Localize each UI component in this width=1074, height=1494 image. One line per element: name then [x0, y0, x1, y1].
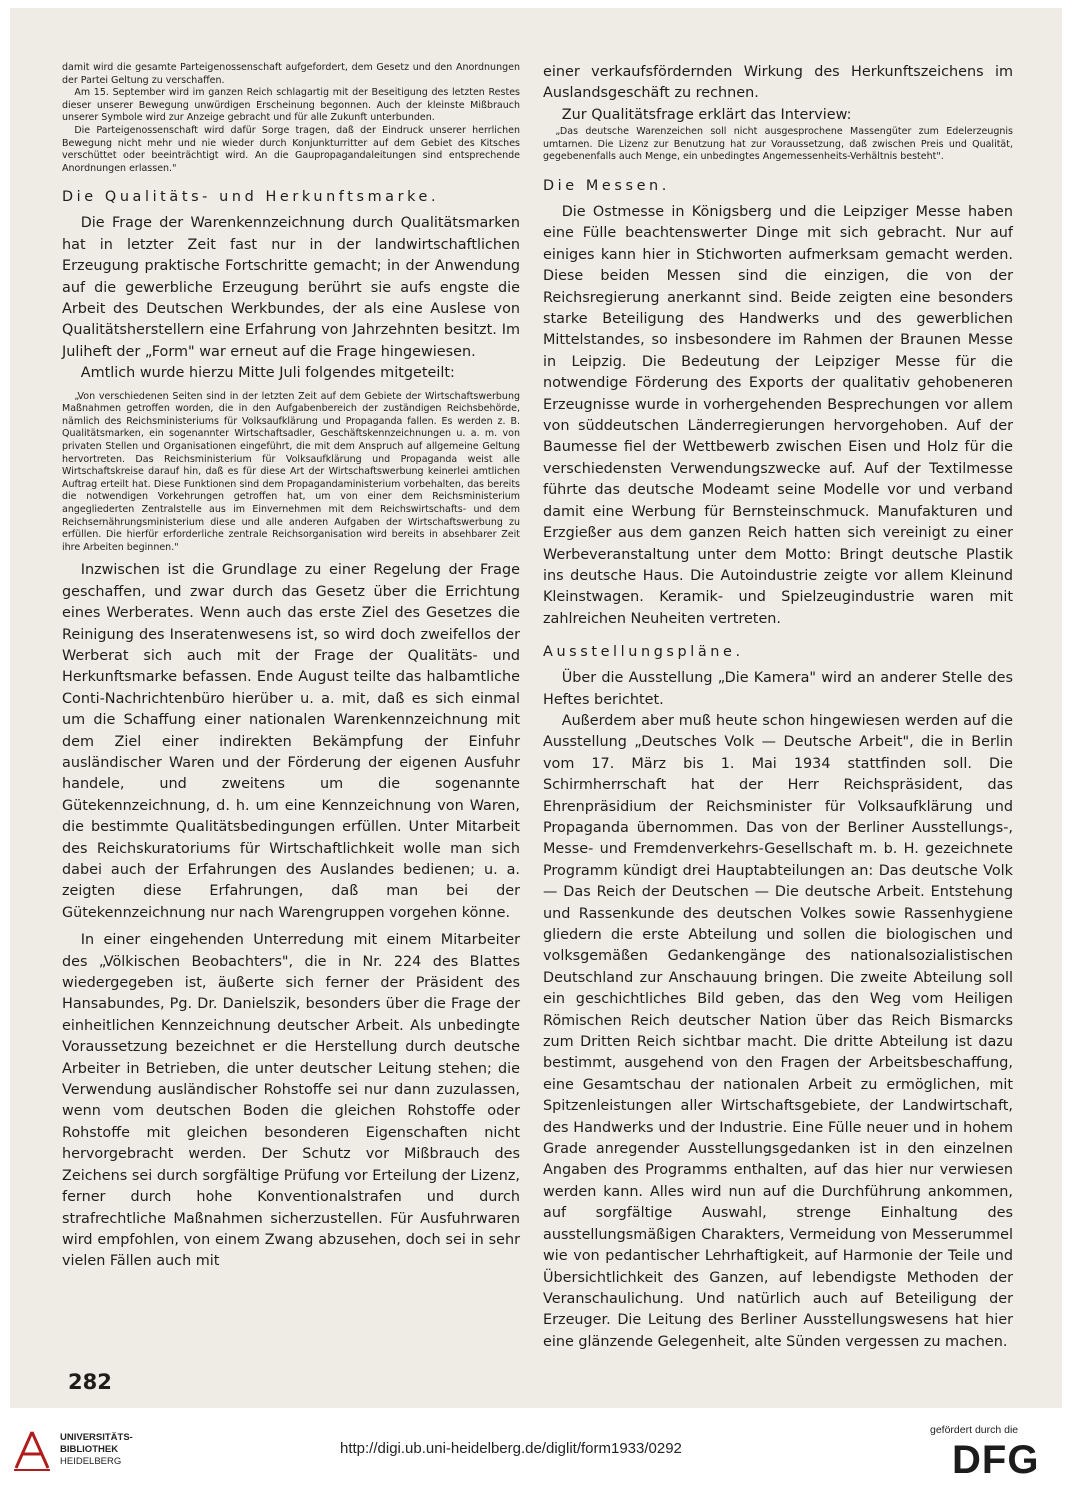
right-column	[543, 62, 1013, 1353]
funded-by-label: gefördert durch die	[930, 1424, 1019, 1436]
paragraph: Am 15. September wird im ganzen Reich schlagartig mit der Beseitigung des letzten Restes dieser unserer Bewegung unwürdigen Erscheinung begonnen. Auch der kleinste Mißbrauch unserer Symbole wird zur Anzeige gebracht und für alle Zukunft unterbunden.	[62, 87, 520, 124]
source-url-link[interactable]: http://digi.ub.uni-heidelberg.de/diglit/form1933/0292	[340, 1440, 682, 1457]
paragraph: Über die Ausstellung „Die Kamera" wird an anderer Stelle des Heftes berichtet.	[543, 670, 1013, 708]
paragraph: damit wird die gesamte Parteigenossenschaft aufgefordert, dem Gesetz und den Anordnungen der Partei Geltung zu verschaffen.	[62, 62, 520, 86]
section-heading: Ausstellungspläne.	[543, 644, 744, 661]
paragraph: Die Frage der Warenkennzeichnung durch Qualitätsmarken hat in letzter Zeit fast nur in der landwirtschaftlichen Erzeugung praktische Fortschritte gemacht; in der Anwendung auf die gewerbliche Erzeugung berührt sie aufs engste die Arbeit des Deutschen Werkbundes, der als eine Auslese von Qualitätsherstellern eine Erfahrung von Jahrzehnten besitzt. Im Juliheft der „Form" war erneut auf die Frage hingewiesen.	[62, 215, 520, 360]
paragraph: Zur Qualitätsfrage erklärt das Interview:	[561, 106, 852, 123]
paragraph: einer verkaufsfördernden Wirkung des Herkunftszeichens im Auslandsgeschäft zu rechnen.	[543, 64, 1013, 102]
institution-line: BIBLIOTHEK	[60, 1444, 119, 1455]
institution-line: HEIDELBERG	[60, 1456, 122, 1467]
page-number: 282	[68, 1370, 112, 1394]
left-column	[62, 62, 520, 1273]
section-heading: Die Messen.	[543, 178, 670, 194]
paragraph: Außerdem aber muß heute schon hingewiesen werden auf die Ausstellung „Deutsches Volk — Deutsche Arbeit", die in Berlin vom 17. März bis 1. Mai 1934 stattfinden soll. Die Schirmherrschaft hat der Herr Reichspräsident, das Ehrenpräsidium der Reichsminister für Volksaufklärung und Propaganda übernommen. Das von der Berliner Ausstellungs-, Messe- und Fremdenverkehrs-Gesellschaft m. b. H. gezeichnete Programm kündigt drei Hauptabteilungen an: Das deutsche Volk — Das Reich der Deutschen — Die deutsche Arbeit. Entstehung und Rassenkunde des deutschen Volkes sowie Rassenhygiene gliedern die erste Abteilung und sollen die biologischen und volksgemäßen Gedankengänge des nationalsozialistischen Deutschland zur Anschauung bringen. Die zweite Abteilung soll ein geschichtliches Bild geben, das den Weg vom Heiligen Römischen Reich deutscher Nation über das Reich Bismarcks zum Dritten Reich sichtbar macht. Die dritte Abteilung ist dazu bestimmt, ausgehend von den Fragen der Arbeitsbeschaffung, eine Gesamtschau der nationalen Arbeit zu ermöglichen, mit Spitzenleistungen aller Wirtschaftsgebiete, der Landwirtschaft, des Handwerks und der Industrie. Eine Fülle neuer und in hohem Grade anregender Ausstellungsgedanken ist in den einzelnen Angaben des Programms enthalten, auf das hier nur verwiesen werden kann. Alles wird nun auf die Durchführung ankommen, auf sorgfältige Auswahl, strenge Einhaltung des ausstellungsmäßigen Charakters, Vermeidung von Messerummel wie von pedantischer Lehrhaftigkeit, auf Harmonie der Teile und Übersichtlichkeit des Ganzen, auf lebendigste Methoden der Veranschaulichung. Und natürlich auch auf Beteiligung der Erzeuger. Die Leitung des Berliner Ausstellungswesens hat hier eine glänzende Gelegenheit, alte Sünden vergessen zu machen.	[543, 712, 1013, 1350]
paragraph: Amtlich wurde hierzu Mitte Juli folgendes mitgeteilt:	[80, 365, 455, 382]
section-heading: Die Qualitäts- und Herkunftsmarke.	[62, 189, 440, 206]
paragraph: Die Ostmesse in Königsberg und die Leipziger Messe haben eine Fülle beachtenswerter Dinge mit sich gebracht. Nur auf einiges kann hier in Stichworten aufmerksam gemacht werden. Diese beiden Messen sind die einzigen, die von der Reichsregierung anerkannt sind. Beide zeigten eine besonders starke Beteiligung des Handwerks und des gewerblichen Mittelstandes, so insbesondere im Rahmen der Braunen Messe in Leipzig. Die Bedeutung der Leipziger Messe für die notwendige Förderung des Exports der qualitativ gehobeneren Erzeugnisse wurde in vorhergehenden Besprechungen vor allem von süddeutschen Länderregierungen hervorgehoben. Auf der Baumesse fiel der Wettbewerb zwischen Eisen und Holz für die verschiedensten Verwendungszwecke auf. Auf der Textilmesse führte das deutsche Modeamt seine Modelle vor und verband damit eine Werbung für Bernsteinschmuck. Manufakturen und Erzgießer aus dem ganzen Reich hatten sich vereinigt zu einer Werbeveranstaltung unter dem Motto: Bringt deutsche Plastik ins deutsche Haus. Die Autoindustrie zeigte vor allem Kleinund Kleinstwagen. Keramik- und Spielzeugindustrie waren mit zahlreichen Neuheiten vertreten.	[543, 204, 1013, 627]
university-seal-icon	[12, 1428, 52, 1472]
paragraph: In einer eingehenden Unterredung mit einem Mitarbeiter des „Völkischen Beobachters", die in Nr. 224 des Blattes wiedergegeben ist, äußerte sich ferner der Präsident des Hansabundes, Pg. Dr. Danielszik, besonders über die Frage der einheitlichen Kennzeichnung deutscher Arbeit. Als unbedingte Voraussetzung bezeichnet er die Herstellung durch deutsche Arbeiter in Betrieben, die unter deutscher Leitung stehen; die Verwendung ausländischer Rohstoffe sei nur dann zuzulassen, wenn vom deutschen Boden die gleichen Rohstoffe oder Rohstoffe mit gleichen besonderen Eigenschaften nicht hervorgebracht werden. Der Schutz vor Mißbrauch des Zeichens sei durch sorgfältige Prüfung vor Erteilung der Lizenz, ferner durch hohe Konventionalstrafen und durch strafrechtliche Maßnahmen sicherzustellen. Für Ausfuhrwaren wird empfohlen, von einem Zwang abzusehen, doch sei in sehr vielen Fällen auch mit	[62, 932, 520, 1270]
quotation: „Von verschiedenen Seiten sind in der letzten Zeit auf dem Gebiete der Wirtschaftswerbung Maßnahmen getroffen worden, die in den Aufgabenbereich der zuständigen Reichsbehörde, nämlich des Reichsministeriums für Volksaufklärung und Propaganda fallen. Es werden z. B. Qualitätsmarken, ein sogenannter Wirtschaftsadler, Geschäftskennzeichnungen u. a. m. von privaten Stellen und Organisationen eingeführt, die mit dem Anspruch auf allgemeine Geltung hervortreten. Das Reichsministerium für Volksaufklärung und Propaganda weist alle Wirtschaftskreise darauf hin, daß es für diese Art der Wirtschaftswerbung keinerlei amtlichen Auftrag erteilt hat. Diese Funktionen sind dem Propagandaministerium vorbehalten, das bereits die notwendigen Vorkehrungen getroffen hat, um von einer dem Reichsministerium angegliederten Zentralstelle aus im Einvernehmen mit dem Reichswirtschafts- und dem Reichsernährungsministerium diese und alle anderen Aufgaben der Wirtschaftswerbung zu erfüllen. Die hierfür erforderliche zentrale Reichsorganisation wird bereits in absehbarer Zeit ihre Arbeiten beginnen."	[62, 390, 520, 553]
dfg-logo: DFG	[952, 1438, 1040, 1482]
institution-line: UNIVERSITÄTS-	[60, 1432, 133, 1443]
quotation: „Das deutsche Warenzeichen soll nicht ausgesprochene Massengüter zum Edelerzeugnis umtarnen. Die Lizenz zur Benutzung hat zur Voraussetzung, daß zwischen Preis und Qualität, gegebenenfalls auch Menge, ein unbedingtes Angemessenheits-Verhältnis besteht".	[543, 126, 1013, 163]
paragraph: Inzwischen ist die Grundlage zu einer Regelung der Frage geschaffen, und zwar durch das Gesetz über die Errichtung eines Werberates. Wenn auch das erste Ziel des Gesetzes die Reinigung des Inseratenwesens ist, so wird doch zweifellos der Werberat sich auch mit der Frage der Qualitäts- und Herkunftsmarke befassen. Ende August teilte das halbamtliche Conti-Nachrichtenbüro hierüber u. a. mit, daß es sich einmal um die Schaffung einer nationalen Warenkennzeichnung mit dem Ziel einer indirekten Bekämpfung der Einfuhr ausländischer Waren und der Förderung der eigenen Ausfuhr handele, und zweitens um die sogenannte Gütekennzeichnung, d. h. um eine Kennzeichnung von Waren, die bestimmte Qualitätsbedingungen erfüllen. Unter Mitarbeit des Reichskuratoriums für Wirtschaftlichkeit wolle man sich dabei auch der Erfahrungen des Auslandes bedienen; u. a. zeigten diese Erfahrungen, daß man bei der Gütekennzeichnung nur nach Warengruppen vorgehen könne.	[62, 562, 520, 921]
paragraph: Die Parteigenossenschaft wird dafür Sorge tragen, daß der Eindruck unserer herrlichen Bewegung nicht mehr und nie wieder durch Konjunkturritter auf dem Gebiet des Kitsches verschüttet oder beeinträchtigt wird. An die Gaupropagandaleitungen sind entsprechende Anordnungen erlassen."	[62, 124, 520, 174]
scanned-page	[10, 8, 1062, 1408]
footer-bar	[0, 1410, 1074, 1494]
institution-name	[60, 1432, 133, 1468]
